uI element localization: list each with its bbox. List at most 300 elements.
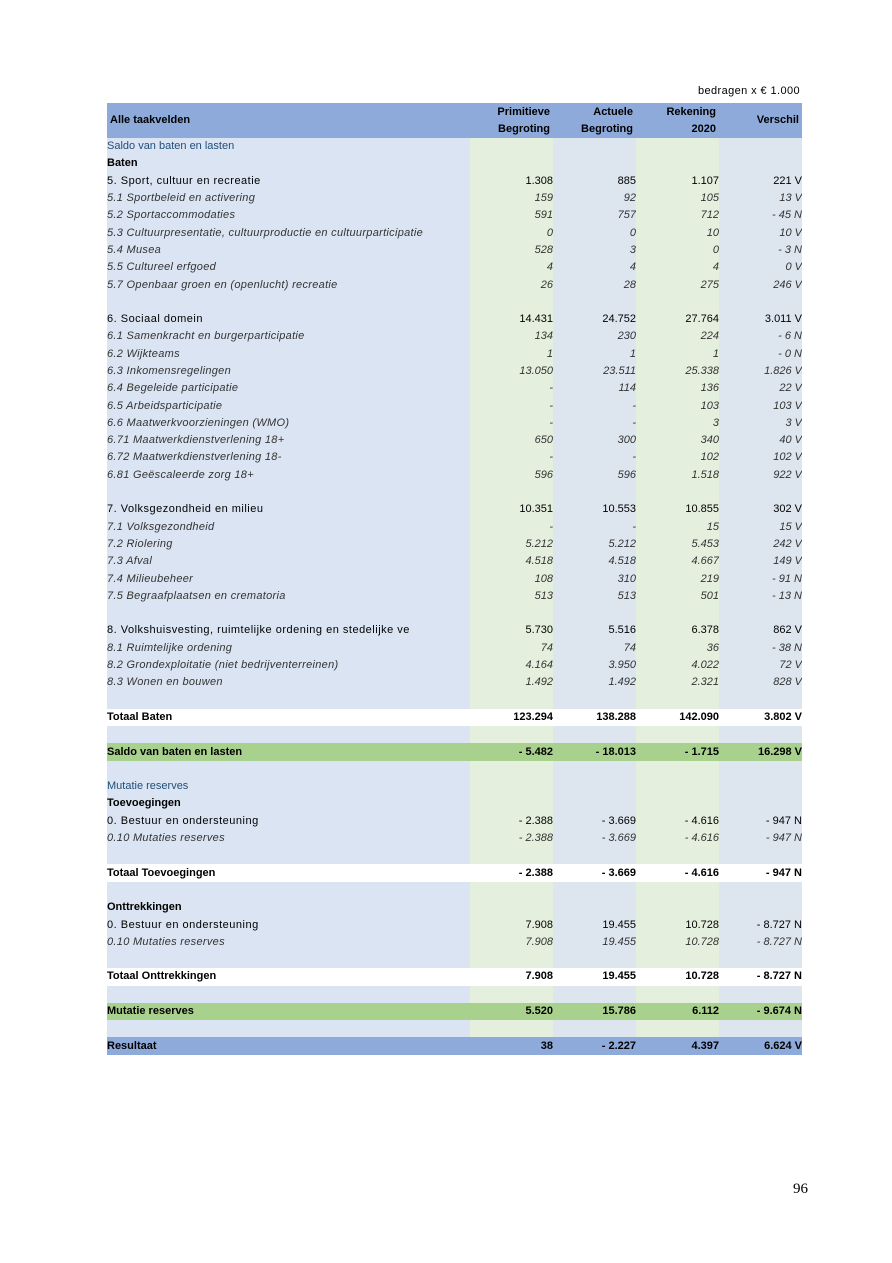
cell-account-2020 bbox=[636, 795, 719, 812]
cell-difference: - 45 N bbox=[719, 207, 802, 224]
cell-current-budget bbox=[553, 726, 636, 743]
row-label bbox=[107, 294, 470, 311]
table-row bbox=[107, 570, 802, 587]
cell-difference: - 0 N bbox=[719, 346, 802, 363]
table-row bbox=[107, 934, 802, 951]
budget-table bbox=[107, 103, 802, 1055]
cell-primitive-budget: 5.212 bbox=[470, 536, 553, 553]
cell-current-budget: - 3.669 bbox=[553, 864, 636, 881]
cell-account-2020: 103 bbox=[636, 397, 719, 414]
cell-current-budget bbox=[553, 882, 636, 899]
cell-account-2020: 25.338 bbox=[636, 363, 719, 380]
cell-primitive-budget bbox=[470, 1020, 553, 1037]
cell-difference: - 947 N bbox=[719, 813, 802, 830]
cell-difference bbox=[719, 847, 802, 864]
cell-account-2020: 0 bbox=[636, 242, 719, 259]
cell-account-2020: 10.728 bbox=[636, 968, 719, 985]
table-row bbox=[107, 449, 802, 466]
cell-primitive-budget bbox=[470, 882, 553, 899]
row-label: 5.2 Sportaccommodaties bbox=[107, 207, 470, 224]
cell-current-budget: 1 bbox=[553, 346, 636, 363]
table-row bbox=[107, 276, 802, 293]
table-row bbox=[107, 830, 802, 847]
cell-current-budget bbox=[553, 605, 636, 622]
cell-current-budget bbox=[553, 847, 636, 864]
row-label: 0.10 Mutaties reserves bbox=[107, 934, 470, 951]
cell-current-budget bbox=[553, 795, 636, 812]
cell-current-budget bbox=[553, 899, 636, 916]
cell-current-budget: 114 bbox=[553, 380, 636, 397]
row-label: 6. Sociaal domein bbox=[107, 311, 470, 328]
cell-current-budget: 10.553 bbox=[553, 501, 636, 518]
cell-primitive-budget bbox=[470, 986, 553, 1003]
cell-difference: - 91 N bbox=[719, 570, 802, 587]
cell-current-budget: 3.950 bbox=[553, 657, 636, 674]
cell-account-2020: 224 bbox=[636, 328, 719, 345]
cell-account-2020: 1 bbox=[636, 346, 719, 363]
cell-difference: - 38 N bbox=[719, 640, 802, 657]
table-row bbox=[107, 173, 802, 190]
cell-current-budget: 757 bbox=[553, 207, 636, 224]
spacer-row bbox=[107, 986, 802, 1003]
row-label: Totaal Onttrekkingen bbox=[107, 968, 470, 985]
spacer-row bbox=[107, 951, 802, 968]
row-label: 8.2 Grondexploitatie (niet bedrijventerreinen) bbox=[107, 657, 470, 674]
cell-primitive-budget bbox=[470, 605, 553, 622]
cell-primitive-budget: 13.050 bbox=[470, 363, 553, 380]
table-header-row bbox=[107, 103, 802, 138]
row-label: 6.72 Maatwerkdienstverlening 18- bbox=[107, 449, 470, 466]
row-label: 8. Volkshuisvesting, ruimtelijke ordening en stedelijke ve bbox=[107, 622, 470, 639]
cell-difference bbox=[719, 1020, 802, 1037]
table-row bbox=[107, 916, 802, 933]
cell-primitive-budget: 4.164 bbox=[470, 657, 553, 674]
cell-current-budget: 74 bbox=[553, 640, 636, 657]
cell-difference: - 3 N bbox=[719, 242, 802, 259]
row-label: 6.6 Maatwerkvoorzieningen (WMO) bbox=[107, 415, 470, 432]
cell-account-2020: 10.728 bbox=[636, 934, 719, 951]
row-label: 7.1 Volksgezondheid bbox=[107, 519, 470, 536]
cell-primitive-budget bbox=[470, 294, 553, 311]
cell-difference: 3.802 V bbox=[719, 709, 802, 726]
row-label: 7. Volksgezondheid en milieu bbox=[107, 501, 470, 518]
cell-account-2020 bbox=[636, 882, 719, 899]
cell-difference: 0 V bbox=[719, 259, 802, 276]
table-row bbox=[107, 899, 802, 916]
cell-difference: 102 V bbox=[719, 449, 802, 466]
cell-current-budget: 0 bbox=[553, 224, 636, 241]
cell-account-2020: 136 bbox=[636, 380, 719, 397]
table-row bbox=[107, 657, 802, 674]
header-primitive-budget: Primitieve Begroting bbox=[470, 103, 553, 138]
cell-primitive-budget bbox=[470, 155, 553, 172]
cell-current-budget: 885 bbox=[553, 173, 636, 190]
cell-account-2020 bbox=[636, 1020, 719, 1037]
row-label: 5.5 Cultureel erfgoed bbox=[107, 259, 470, 276]
table-row bbox=[107, 1037, 802, 1054]
cell-primitive-budget: - bbox=[470, 519, 553, 536]
cell-difference bbox=[719, 951, 802, 968]
cell-account-2020: 6.378 bbox=[636, 622, 719, 639]
cell-difference: 40 V bbox=[719, 432, 802, 449]
row-label: 6.71 Maatwerkdienstverlening 18+ bbox=[107, 432, 470, 449]
table-row bbox=[107, 1003, 802, 1020]
cell-difference: 103 V bbox=[719, 397, 802, 414]
cell-primitive-budget bbox=[470, 484, 553, 501]
cell-account-2020 bbox=[636, 294, 719, 311]
cell-primitive-budget: 134 bbox=[470, 328, 553, 345]
cell-account-2020: 4.022 bbox=[636, 657, 719, 674]
cell-current-budget: 19.455 bbox=[553, 968, 636, 985]
cell-current-budget: - 2.227 bbox=[553, 1037, 636, 1054]
cell-account-2020: - 4.616 bbox=[636, 864, 719, 881]
cell-primitive-budget bbox=[470, 778, 553, 795]
cell-difference bbox=[719, 795, 802, 812]
cell-current-budget: 596 bbox=[553, 467, 636, 484]
row-label: Mutatie reserves bbox=[107, 1003, 470, 1020]
cell-difference: - 947 N bbox=[719, 864, 802, 881]
spacer-row bbox=[107, 882, 802, 899]
cell-primitive-budget: 108 bbox=[470, 570, 553, 587]
cell-difference: 828 V bbox=[719, 674, 802, 691]
spacer-row bbox=[107, 294, 802, 311]
cell-current-budget: 19.455 bbox=[553, 916, 636, 933]
row-label: Saldo van baten en lasten bbox=[107, 743, 470, 760]
cell-primitive-budget bbox=[470, 795, 553, 812]
cell-current-budget: 230 bbox=[553, 328, 636, 345]
cell-primitive-budget: 7.908 bbox=[470, 934, 553, 951]
row-label: Totaal Toevoegingen bbox=[107, 864, 470, 881]
row-label: 6.1 Samenkracht en burgerparticipatie bbox=[107, 328, 470, 345]
cell-difference: - 6 N bbox=[719, 328, 802, 345]
cell-difference: 22 V bbox=[719, 380, 802, 397]
cell-primitive-budget: - 2.388 bbox=[470, 864, 553, 881]
cell-current-budget bbox=[553, 778, 636, 795]
cell-current-budget: 15.786 bbox=[553, 1003, 636, 1020]
cell-difference: 302 V bbox=[719, 501, 802, 518]
cell-current-budget bbox=[553, 951, 636, 968]
cell-account-2020: 10.728 bbox=[636, 916, 719, 933]
cell-account-2020: - 1.715 bbox=[636, 743, 719, 760]
cell-account-2020 bbox=[636, 605, 719, 622]
cell-primitive-budget bbox=[470, 899, 553, 916]
cell-difference: 922 V bbox=[719, 467, 802, 484]
cell-account-2020: 501 bbox=[636, 588, 719, 605]
amounts-unit-note: bedragen x € 1.000 bbox=[698, 85, 800, 97]
cell-difference: 6.624 V bbox=[719, 1037, 802, 1054]
cell-difference: 3.011 V bbox=[719, 311, 802, 328]
cell-current-budget: 19.455 bbox=[553, 934, 636, 951]
row-label: 7.4 Milieubeheer bbox=[107, 570, 470, 587]
cell-difference: 242 V bbox=[719, 536, 802, 553]
table-row bbox=[107, 709, 802, 726]
cell-primitive-budget bbox=[470, 692, 553, 709]
cell-account-2020 bbox=[636, 155, 719, 172]
header-all-task-fields: Alle taakvelden bbox=[107, 103, 470, 138]
cell-difference: 16.298 V bbox=[719, 743, 802, 760]
cell-account-2020: 1.518 bbox=[636, 467, 719, 484]
spacer-row bbox=[107, 692, 802, 709]
row-label: 5.1 Sportbeleid en activering bbox=[107, 190, 470, 207]
row-label: 6.2 Wijkteams bbox=[107, 346, 470, 363]
cell-account-2020 bbox=[636, 899, 719, 916]
cell-primitive-budget: 5.520 bbox=[470, 1003, 553, 1020]
cell-current-budget: 1.492 bbox=[553, 674, 636, 691]
cell-primitive-budget: 123.294 bbox=[470, 709, 553, 726]
cell-account-2020: 36 bbox=[636, 640, 719, 657]
cell-difference: 72 V bbox=[719, 657, 802, 674]
page-number: 96 bbox=[793, 1181, 808, 1197]
cell-primitive-budget: 1.492 bbox=[470, 674, 553, 691]
cell-current-budget bbox=[553, 138, 636, 155]
table-row bbox=[107, 501, 802, 518]
table-row bbox=[107, 778, 802, 795]
cell-primitive-budget: 650 bbox=[470, 432, 553, 449]
cell-current-budget: 300 bbox=[553, 432, 636, 449]
cell-account-2020: 4.667 bbox=[636, 553, 719, 570]
row-label bbox=[107, 1020, 470, 1037]
cell-account-2020: 4 bbox=[636, 259, 719, 276]
cell-difference bbox=[719, 882, 802, 899]
row-label: 6.5 Arbeidsparticipatie bbox=[107, 397, 470, 414]
cell-difference bbox=[719, 899, 802, 916]
cell-current-budget: - bbox=[553, 519, 636, 536]
row-label bbox=[107, 726, 470, 743]
table-body bbox=[107, 138, 802, 1055]
cell-difference: - 13 N bbox=[719, 588, 802, 605]
cell-current-budget: 310 bbox=[553, 570, 636, 587]
row-label: 7.3 Afval bbox=[107, 553, 470, 570]
row-label: 8.1 Ruimtelijke ordening bbox=[107, 640, 470, 657]
cell-current-budget: 5.516 bbox=[553, 622, 636, 639]
cell-difference: - 8.727 N bbox=[719, 968, 802, 985]
table-row bbox=[107, 363, 802, 380]
spacer-row bbox=[107, 761, 802, 778]
cell-primitive-budget: 4.518 bbox=[470, 553, 553, 570]
cell-current-budget: 24.752 bbox=[553, 311, 636, 328]
cell-account-2020: 1.107 bbox=[636, 173, 719, 190]
cell-account-2020: 105 bbox=[636, 190, 719, 207]
table-row bbox=[107, 242, 802, 259]
cell-difference bbox=[719, 986, 802, 1003]
row-label: 6.3 Inkomensregelingen bbox=[107, 363, 470, 380]
header-difference: Verschil bbox=[719, 103, 802, 138]
table-row bbox=[107, 346, 802, 363]
row-label: 0.10 Mutaties reserves bbox=[107, 830, 470, 847]
table-row bbox=[107, 224, 802, 241]
table-row bbox=[107, 622, 802, 639]
cell-current-budget: 28 bbox=[553, 276, 636, 293]
cell-account-2020 bbox=[636, 778, 719, 795]
cell-primitive-budget: 7.908 bbox=[470, 968, 553, 985]
spacer-row bbox=[107, 847, 802, 864]
row-label: Resultaat bbox=[107, 1037, 470, 1054]
cell-primitive-budget: - 2.388 bbox=[470, 813, 553, 830]
spacer-row bbox=[107, 726, 802, 743]
cell-account-2020: 712 bbox=[636, 207, 719, 224]
table-row bbox=[107, 155, 802, 172]
row-label: 0. Bestuur en ondersteuning bbox=[107, 813, 470, 830]
table-row bbox=[107, 415, 802, 432]
cell-primitive-budget bbox=[470, 138, 553, 155]
row-label: Mutatie reserves bbox=[107, 778, 470, 795]
cell-account-2020: - 4.616 bbox=[636, 830, 719, 847]
row-label bbox=[107, 692, 470, 709]
cell-primitive-budget: 26 bbox=[470, 276, 553, 293]
cell-difference: 15 V bbox=[719, 519, 802, 536]
row-label: 6.81 Geëscaleerde zorg 18+ bbox=[107, 467, 470, 484]
cell-current-budget bbox=[553, 986, 636, 1003]
cell-account-2020: 275 bbox=[636, 276, 719, 293]
cell-account-2020: 6.112 bbox=[636, 1003, 719, 1020]
table-row bbox=[107, 138, 802, 155]
cell-primitive-budget: - 5.482 bbox=[470, 743, 553, 760]
cell-difference: 862 V bbox=[719, 622, 802, 639]
cell-primitive-budget: - bbox=[470, 415, 553, 432]
cell-difference: - 8.727 N bbox=[719, 916, 802, 933]
table-row bbox=[107, 864, 802, 881]
spacer-row bbox=[107, 484, 802, 501]
cell-difference: 10 V bbox=[719, 224, 802, 241]
cell-difference bbox=[719, 138, 802, 155]
cell-account-2020: 5.453 bbox=[636, 536, 719, 553]
cell-current-budget bbox=[553, 484, 636, 501]
cell-account-2020: 219 bbox=[636, 570, 719, 587]
cell-current-budget: 138.288 bbox=[553, 709, 636, 726]
table-row bbox=[107, 328, 802, 345]
row-label: Toevoegingen bbox=[107, 795, 470, 812]
cell-difference bbox=[719, 484, 802, 501]
cell-current-budget: - 3.669 bbox=[553, 813, 636, 830]
table-row bbox=[107, 968, 802, 985]
table-row bbox=[107, 380, 802, 397]
row-label bbox=[107, 605, 470, 622]
cell-account-2020: 27.764 bbox=[636, 311, 719, 328]
cell-difference bbox=[719, 726, 802, 743]
cell-current-budget: - 3.669 bbox=[553, 830, 636, 847]
cell-account-2020: 3 bbox=[636, 415, 719, 432]
cell-account-2020 bbox=[636, 692, 719, 709]
spacer-row bbox=[107, 605, 802, 622]
cell-difference: - 8.727 N bbox=[719, 934, 802, 951]
row-label: 0. Bestuur en ondersteuning bbox=[107, 916, 470, 933]
cell-difference bbox=[719, 605, 802, 622]
cell-account-2020 bbox=[636, 951, 719, 968]
cell-primitive-budget: 513 bbox=[470, 588, 553, 605]
table-row bbox=[107, 795, 802, 812]
cell-current-budget: 5.212 bbox=[553, 536, 636, 553]
cell-primitive-budget: - bbox=[470, 397, 553, 414]
cell-account-2020: - 4.616 bbox=[636, 813, 719, 830]
spacer-row bbox=[107, 1020, 802, 1037]
row-label: 5. Sport, cultuur en recreatie bbox=[107, 173, 470, 190]
cell-primitive-budget: 159 bbox=[470, 190, 553, 207]
cell-primitive-budget bbox=[470, 726, 553, 743]
row-label bbox=[107, 761, 470, 778]
cell-primitive-budget: 10.351 bbox=[470, 501, 553, 518]
row-label: 5.7 Openbaar groen en (openlucht) recreatie bbox=[107, 276, 470, 293]
cell-account-2020 bbox=[636, 726, 719, 743]
row-label bbox=[107, 882, 470, 899]
table-row bbox=[107, 553, 802, 570]
cell-difference: 221 V bbox=[719, 173, 802, 190]
table-row bbox=[107, 190, 802, 207]
table-row bbox=[107, 536, 802, 553]
cell-primitive-budget: 7.908 bbox=[470, 916, 553, 933]
table-row bbox=[107, 813, 802, 830]
cell-account-2020 bbox=[636, 986, 719, 1003]
row-label: Onttrekkingen bbox=[107, 899, 470, 916]
cell-difference bbox=[719, 155, 802, 172]
cell-primitive-budget: 528 bbox=[470, 242, 553, 259]
cell-current-budget: - bbox=[553, 397, 636, 414]
cell-primitive-budget bbox=[470, 847, 553, 864]
table-row bbox=[107, 743, 802, 760]
cell-account-2020: 10.855 bbox=[636, 501, 719, 518]
header-current-budget: Actuele Begroting bbox=[553, 103, 636, 138]
cell-current-budget bbox=[553, 692, 636, 709]
cell-difference: 149 V bbox=[719, 553, 802, 570]
table-row bbox=[107, 588, 802, 605]
cell-account-2020: 102 bbox=[636, 449, 719, 466]
cell-account-2020: 340 bbox=[636, 432, 719, 449]
row-label: Totaal Baten bbox=[107, 709, 470, 726]
cell-account-2020: 2.321 bbox=[636, 674, 719, 691]
cell-current-budget: 4.518 bbox=[553, 553, 636, 570]
cell-current-budget: 513 bbox=[553, 588, 636, 605]
table-row bbox=[107, 674, 802, 691]
row-label bbox=[107, 847, 470, 864]
cell-primitive-budget: 1.308 bbox=[470, 173, 553, 190]
row-label: 7.5 Begraafplaatsen en crematoria bbox=[107, 588, 470, 605]
row-label: 5.4 Musea bbox=[107, 242, 470, 259]
cell-current-budget: - bbox=[553, 415, 636, 432]
row-label bbox=[107, 986, 470, 1003]
cell-account-2020: 15 bbox=[636, 519, 719, 536]
cell-difference: 246 V bbox=[719, 276, 802, 293]
row-label: Baten bbox=[107, 155, 470, 172]
cell-difference bbox=[719, 761, 802, 778]
cell-account-2020: 142.090 bbox=[636, 709, 719, 726]
cell-current-budget: 23.511 bbox=[553, 363, 636, 380]
table-row bbox=[107, 259, 802, 276]
cell-current-budget: - 18.013 bbox=[553, 743, 636, 760]
row-label: 5.3 Cultuurpresentatie, cultuurproductie en cultuurparticipatie bbox=[107, 224, 470, 241]
cell-difference: - 9.674 N bbox=[719, 1003, 802, 1020]
row-label bbox=[107, 484, 470, 501]
row-label: 8.3 Wonen en bouwen bbox=[107, 674, 470, 691]
cell-current-budget: 92 bbox=[553, 190, 636, 207]
cell-difference bbox=[719, 778, 802, 795]
cell-primitive-budget: - 2.388 bbox=[470, 830, 553, 847]
cell-difference: 3 V bbox=[719, 415, 802, 432]
cell-primitive-budget bbox=[470, 951, 553, 968]
cell-primitive-budget: 1 bbox=[470, 346, 553, 363]
cell-account-2020 bbox=[636, 761, 719, 778]
cell-difference: 13 V bbox=[719, 190, 802, 207]
cell-account-2020: 4.397 bbox=[636, 1037, 719, 1054]
header-account-2020: Rekening 2020 bbox=[636, 103, 719, 138]
cell-primitive-budget: 0 bbox=[470, 224, 553, 241]
cell-difference bbox=[719, 294, 802, 311]
cell-primitive-budget: 4 bbox=[470, 259, 553, 276]
cell-account-2020 bbox=[636, 847, 719, 864]
row-label bbox=[107, 951, 470, 968]
cell-primitive-budget: 14.431 bbox=[470, 311, 553, 328]
row-label: Saldo van baten en lasten bbox=[107, 138, 470, 155]
cell-primitive-budget bbox=[470, 761, 553, 778]
cell-current-budget: 4 bbox=[553, 259, 636, 276]
